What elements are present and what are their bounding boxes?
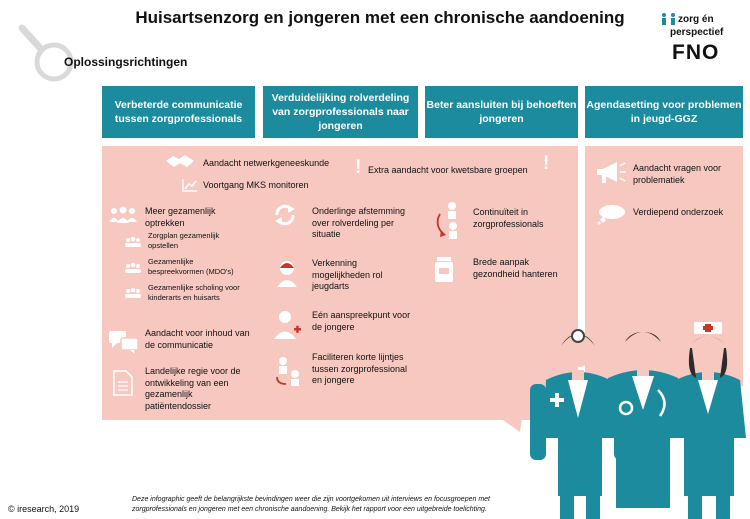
logo-line2: perspectief	[670, 27, 724, 38]
banner-netwerk-label: Aandacht netwerkgeneeskunde	[203, 158, 330, 168]
doctor-patient-icon	[274, 355, 304, 387]
column-header-behoeften: Beter aansluiten bij behoeften jongeren	[425, 86, 578, 138]
thought-cloud-icon	[595, 203, 627, 225]
speech-tail	[500, 418, 524, 434]
doctor-female-icon	[274, 258, 300, 288]
col1-sub2: Gezamenlijke bespreekvormen (MDO's)	[148, 257, 234, 276]
doctor-middle-figure	[604, 328, 682, 508]
logo-figures-icon	[660, 12, 678, 26]
nurse-right-figure	[672, 322, 746, 519]
banner-mks-label: Voortgang MKS monitoren	[203, 180, 309, 190]
exclamation-right-icon: !	[543, 153, 550, 174]
chat-icon	[108, 330, 140, 354]
column-header-jeugd-ggz: Agendasetting voor problemen in jeugd-GGZ	[585, 86, 743, 138]
sync-icon	[272, 202, 298, 228]
col1-item2: Aandacht voor inhoud van de communicatie	[145, 328, 250, 350]
col2-item2: Verkenning mogelijkheden rol jeugdarts	[312, 258, 383, 292]
medicine-icon	[432, 254, 460, 284]
col4-item2: Verdiepend onderzoek	[633, 207, 724, 217]
magnifier-icon	[14, 22, 74, 82]
banner-kwetsbaar-label: Extra aandacht voor kwetsbare groepen	[368, 165, 528, 175]
col3-item1: Continuïteit in zorgprofessionals	[473, 207, 544, 229]
logo-brand: FNO	[672, 41, 720, 64]
col1-sub3: Gezamenlijke scholing voor kinderarts en huisarts	[148, 283, 240, 302]
col2-item4: Faciliteren korte lijntjes tussen zorgprofessional en jongere	[312, 352, 408, 386]
col2-item1: Onderlinge afstemming over rolverdeling per situatie	[312, 206, 406, 240]
exclamation-left-icon: !	[355, 157, 362, 178]
small-group-icon-3	[123, 287, 143, 299]
chart-icon	[182, 178, 198, 192]
col1-item1: Meer gezamenlijk optrekken	[145, 206, 216, 228]
document-icon	[112, 370, 134, 396]
logo-line1: zorg én	[678, 14, 714, 25]
footer-note-line2: zorgprofessionals en jongeren met een chronische aandoening. Bekijk het rapport voor een uitgebreide toelichting.	[132, 506, 487, 513]
col2-item3: Eén aanspreekpunt voor de jongere	[312, 310, 411, 332]
footer-note-line1: Deze infographic geeft de belangrijkste bevindingen weer die zijn voortgekomen uit interviews en focusgroepen met	[132, 496, 490, 503]
doctor-cross-icon	[272, 308, 302, 340]
col4-item1: Aandacht vragen voor problematiek	[633, 163, 722, 185]
page-title: Huisartsenzorg en jongeren met een chronische aandoening	[135, 8, 625, 27]
fno-logo	[660, 10, 742, 74]
col1-sub1: Zorgplan gezamenlijk opstellen	[148, 231, 220, 250]
doctor-rotation-icon	[430, 200, 464, 240]
column-header-communicatie: Verbeterde communicatie tussen zorgprofessionals	[102, 86, 255, 138]
megaphone-icon	[595, 160, 627, 186]
copyright-label: © iresearch, 2019	[8, 504, 80, 514]
group-icon	[107, 206, 139, 224]
small-group-icon-2	[123, 262, 143, 274]
section-subtitle: Oplossingsrichtingen	[64, 55, 188, 69]
col3-item2: Brede aanpak gezondheid hanteren	[473, 257, 558, 279]
healthcare-professionals-illustration	[528, 318, 750, 519]
small-group-icon-1	[123, 236, 143, 248]
col1-item3: Landelijke regie voor de ontwikkeling van een gezamenlijk patiëntendossier	[145, 366, 241, 412]
column-header-rolverdeling: Verduidelijking rolverdeling van zorgprofessionals naar jongeren	[263, 86, 418, 138]
handshake-icon	[165, 152, 195, 170]
